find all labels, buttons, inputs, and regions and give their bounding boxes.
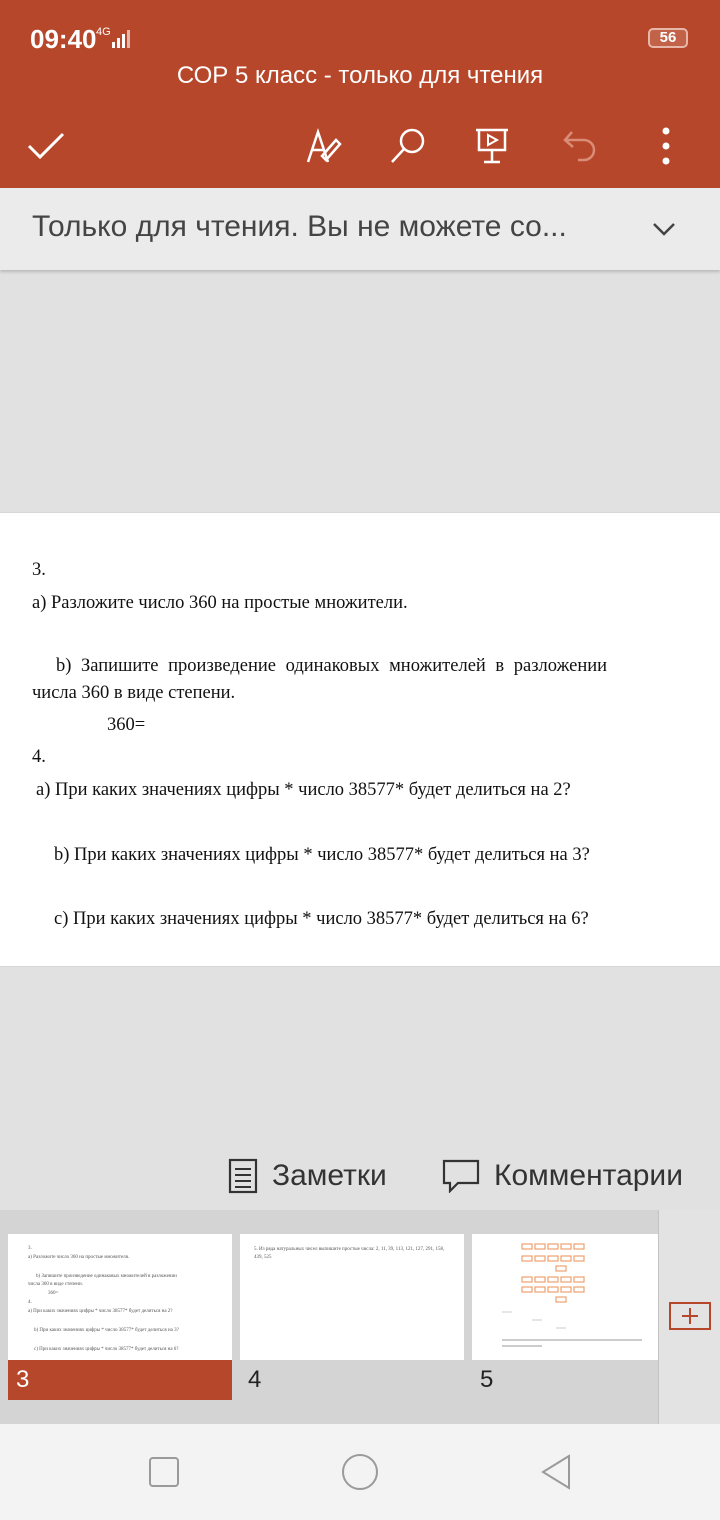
slide-number-5[interactable]: 5 bbox=[480, 1366, 494, 1393]
edit-button[interactable] bbox=[296, 118, 352, 174]
notes-icon bbox=[228, 1158, 258, 1194]
search-button[interactable] bbox=[380, 118, 436, 174]
thumbnail-diagram bbox=[472, 1234, 658, 1360]
task-line: a) Разложите число 360 на простые множители. bbox=[32, 593, 408, 613]
square-icon bbox=[148, 1456, 180, 1488]
plus-icon bbox=[681, 1307, 699, 1325]
status-time: 09:40 bbox=[30, 24, 97, 54]
thumbnail-text: b) Запишите произведение одинаковых множителей в разложении bbox=[36, 1274, 177, 1279]
back-button[interactable] bbox=[534, 1450, 578, 1494]
slide-thumbnail-3[interactable] bbox=[8, 1234, 232, 1360]
thumbnail-text: a) При каких значениях цифры * число 38577* будет делиться на 2? bbox=[28, 1309, 173, 1314]
notes-label: Заметки bbox=[272, 1159, 387, 1192]
document-title: СОР 5 класс - только для чтения bbox=[176, 62, 544, 89]
task-number: 3. bbox=[32, 560, 46, 580]
task-line: b) При каких значениях цифры * число 38577* будет делиться на 3? bbox=[54, 845, 590, 865]
thumbnail-text: числа 360 в виде степени. bbox=[28, 1282, 83, 1287]
slide-number-3[interactable]: 3 bbox=[8, 1360, 232, 1400]
back-triangle-icon bbox=[539, 1453, 573, 1491]
app-bar bbox=[0, 0, 720, 188]
thumbnail-text: 4. bbox=[28, 1300, 32, 1305]
banner-expand-button[interactable] bbox=[636, 208, 692, 250]
task-line: a) При каких значениях цифры * число 38577* будет делиться на 2? bbox=[36, 780, 571, 800]
thumbnail-text: 3. bbox=[28, 1246, 32, 1251]
read-only-banner bbox=[0, 188, 720, 270]
slide-canvas[interactable] bbox=[0, 512, 720, 967]
task-number: 4. bbox=[32, 747, 46, 767]
home-button[interactable] bbox=[338, 1450, 382, 1494]
slide-thumbnails bbox=[0, 1210, 720, 1424]
slide-thumbnail-5[interactable] bbox=[472, 1234, 658, 1360]
comments-button[interactable] bbox=[442, 1152, 683, 1200]
notes-button[interactable] bbox=[228, 1152, 387, 1200]
add-slide-button[interactable] bbox=[669, 1302, 711, 1330]
more-vert-icon bbox=[660, 126, 672, 166]
more-options-button[interactable] bbox=[638, 118, 694, 174]
thumbnail-text: 360= bbox=[48, 1291, 59, 1296]
recent-apps-button[interactable] bbox=[142, 1450, 186, 1494]
network-type: 4G bbox=[96, 26, 111, 38]
undo-button[interactable] bbox=[552, 118, 608, 174]
thumbnail-text: a) Разложите число 360 на простые множители. bbox=[28, 1255, 130, 1260]
task-line: b) Запишите произведение одинаковых множителей в разложении bbox=[56, 656, 608, 676]
task-line: c) При каких значениях цифры * число 38577* будет делиться на 6? bbox=[54, 909, 589, 929]
present-button[interactable] bbox=[464, 118, 520, 174]
undo-icon bbox=[560, 126, 600, 166]
answer-placeholder: 360= bbox=[107, 715, 146, 735]
task-line: числа 360 в виде степени. bbox=[32, 683, 236, 703]
done-button[interactable] bbox=[18, 118, 74, 174]
signal-icon bbox=[112, 30, 130, 48]
thumbnail-text: b) При каких значениях цифры * число 38577* будет делиться на 3? bbox=[34, 1328, 179, 1333]
battery-indicator: 56 bbox=[648, 28, 688, 48]
comment-icon bbox=[442, 1159, 480, 1193]
pen-edit-icon bbox=[304, 126, 344, 166]
thumbnail-text: c) При каких значениях цифры * число 38577* будет делиться на 6? bbox=[34, 1347, 179, 1352]
system-nav-bar bbox=[0, 1424, 720, 1520]
slide-thumbnail-4[interactable] bbox=[240, 1234, 464, 1360]
circle-icon bbox=[340, 1452, 380, 1492]
present-icon bbox=[472, 126, 512, 166]
slide-number-4[interactable]: 4 bbox=[248, 1366, 262, 1393]
add-slide-panel bbox=[658, 1210, 720, 1424]
chevron-down-icon bbox=[652, 222, 676, 236]
search-icon bbox=[388, 126, 428, 166]
read-only-message: Только для чтения. Вы не можете со... bbox=[32, 210, 567, 243]
check-icon bbox=[26, 131, 66, 161]
thumbnail-text: 5. Из ряда натуральных чисел выпишите простые числа: 2, 11, 39, 113, 121, 127, 291, 158, 439, 525 bbox=[254, 1247, 445, 1260]
comments-label: Комментарии bbox=[494, 1159, 683, 1192]
